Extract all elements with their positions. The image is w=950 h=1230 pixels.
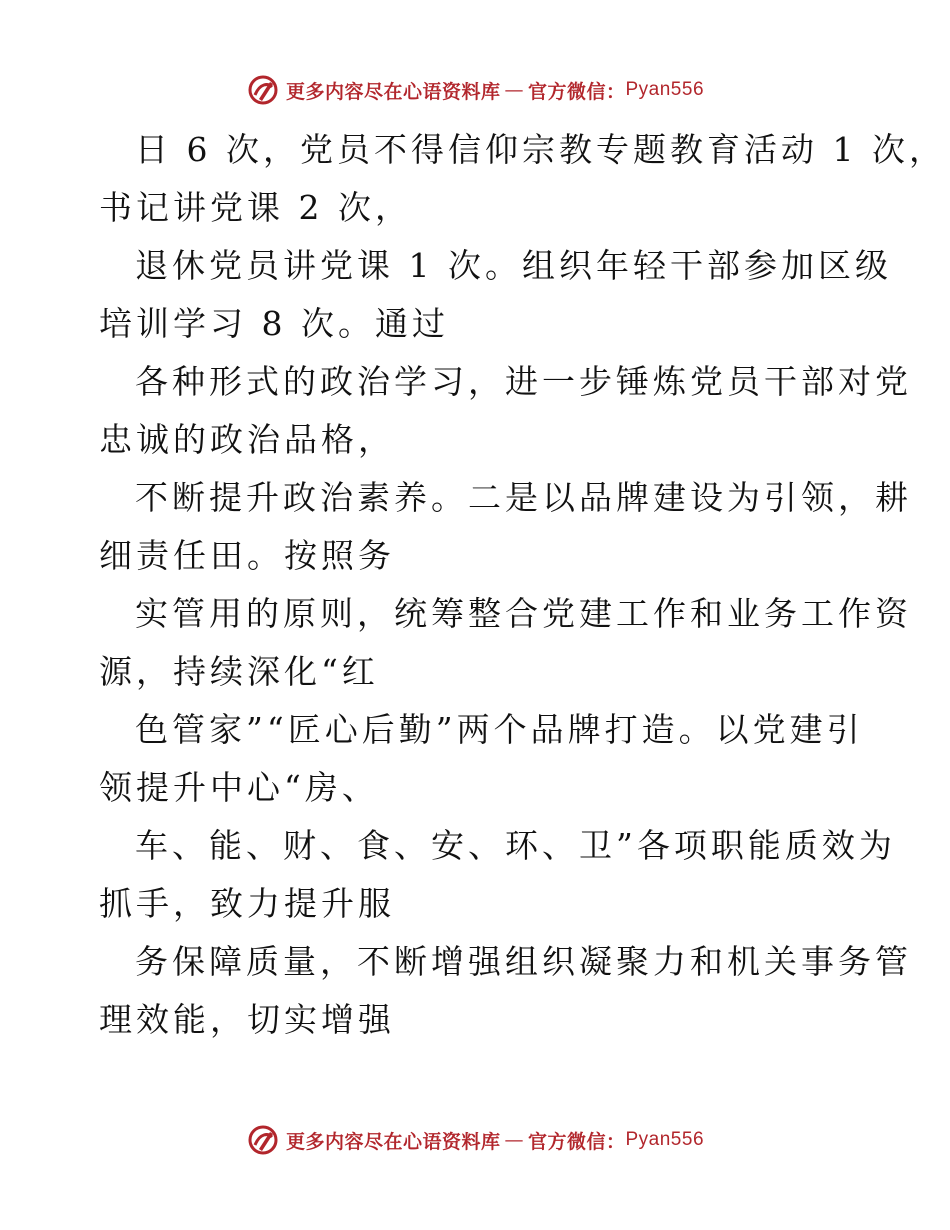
watermark-id: Pyan556: [625, 1129, 705, 1150]
body-line: 理效能，切实增强: [99, 1000, 395, 1039]
watermark-official-label: 官方微信：: [527, 80, 626, 103]
body-line: 各种形式的政治学习，进一步锤炼党员干部对党: [135, 362, 912, 401]
footer-watermark: [0, 1120, 950, 1160]
watermark-official-label: 官方微信：: [527, 1130, 626, 1153]
body-line: 忠诚的政治品格，: [99, 420, 395, 459]
body-line: 车、能、财、食、安、环、卫”各项职能质效为: [135, 826, 896, 865]
pen-swirl-logo-icon: [246, 1123, 280, 1157]
body-line: 领提升中心“房、: [99, 768, 379, 807]
watermark-text: 更多内容尽在心语资料库: [285, 1130, 501, 1153]
watermark-text: 更多内容尽在心语资料库: [285, 80, 501, 103]
body-line: 书记讲党课 2 次，: [99, 188, 412, 227]
pen-swirl-logo-icon: [246, 73, 280, 107]
watermark-separator: —: [504, 79, 524, 101]
header-watermark: [0, 70, 950, 110]
body-line: 退休党员讲党课 1 次。组织年轻干部参加区级: [135, 246, 892, 285]
body-line: 实管用的原则，统筹整合党建工作和业务工作资: [135, 594, 912, 633]
body-line: 源，持续深化“红: [99, 652, 379, 691]
watermark-separator: —: [504, 1129, 524, 1151]
body-line: 务保障质量，不断增强组织凝聚力和机关事务管: [135, 942, 912, 981]
document-body: [99, 121, 946, 1049]
watermark-id: Pyan556: [625, 79, 705, 100]
body-line: 培训学习 8 次。通过: [99, 304, 449, 343]
body-line: 抓手，致力提升服: [99, 884, 395, 923]
body-line: 细责任田。按照务: [99, 536, 395, 575]
body-line: 色管家”“匠心后勤”两个品牌打造。以党建引: [135, 710, 864, 749]
body-line: 日 6 次，党员不得信仰宗教专题教育活动 1 次，: [135, 130, 946, 169]
body-line: 不断提升政治素养。二是以品牌建设为引领，耕: [135, 478, 912, 517]
